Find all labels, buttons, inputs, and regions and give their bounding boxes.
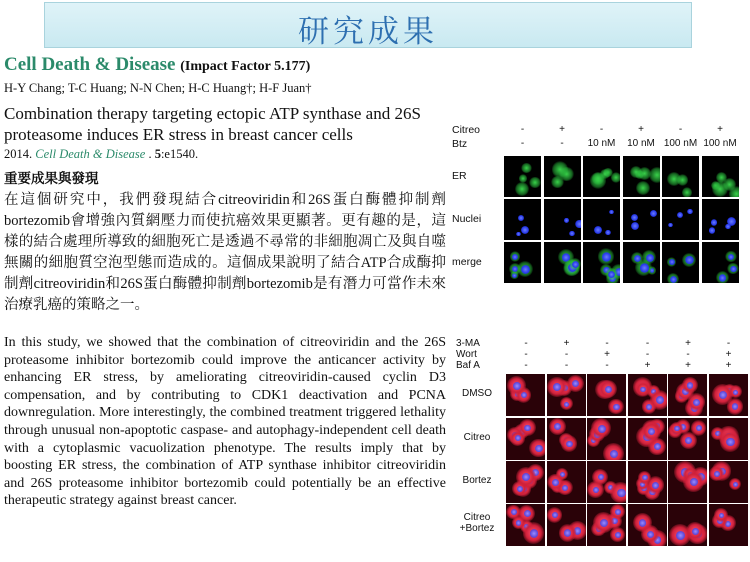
nucleus [714,471,720,477]
figure-b-row-label: Citreo +Bortez [459,512,495,534]
figure-b-header-cell: - [726,338,731,349]
nucleus [530,529,539,538]
citation-article: :e1540. [160,147,199,161]
nucleus [677,212,683,218]
figure-autophagy-inhibitors [448,334,746,560]
nucleus [615,509,621,515]
micrograph-panel [583,156,620,197]
figure-b-header-cell: - [605,338,609,349]
nucleus [516,520,521,525]
micrograph-panel [662,156,699,197]
nucleus [608,271,615,278]
micrograph-panel [587,374,626,416]
nucleus [602,252,611,261]
nucleus [605,386,612,393]
figure-b-header-cell: + [725,349,732,360]
micrograph-panel [662,199,699,240]
micrograph-panel [628,374,667,416]
figure-a-header-cell: - [560,138,564,149]
figure-b-header-cell: - [645,338,650,349]
micrograph-panel [547,504,586,546]
micrograph-panel [587,504,626,546]
nucleus [711,219,717,225]
micrograph-panel [628,504,667,546]
micrograph-panel [504,156,541,197]
nucleus [564,529,571,536]
nucleus [605,230,611,236]
figure-b-header-cell: + [685,360,691,371]
nucleus [566,441,573,448]
nucleus [650,210,657,217]
nucleus [521,265,530,274]
nucleus [554,423,561,430]
figure-a-row-label: merge [452,256,482,268]
micrograph-panel [504,242,541,283]
nucleus [730,266,736,272]
nucleus [521,226,529,234]
figure-a-header-cell: 100 nM [703,138,737,149]
nucleus [725,224,731,230]
nucleus [670,276,677,283]
micrograph-panel [506,461,545,503]
nucleus [513,382,521,390]
figure-a-header-cell: - [599,124,604,135]
figure-b-row-label: DMSO [462,388,492,399]
nucleus [511,509,517,515]
nucleus [669,259,674,264]
nucleus [535,445,542,452]
title-banner [44,2,692,48]
figure-b-header-cell: + [725,360,732,371]
micrograph-panel [668,418,707,460]
micrograph-panel [547,418,586,460]
nucleus [719,274,726,281]
nucleus [690,478,698,486]
figure-a-header-cell: 100 nM [663,138,698,149]
nucleus [512,254,518,260]
citation-volume: 5 [154,147,161,161]
journal-name: Cell Death & Disease [4,54,176,75]
nucleus [693,399,700,406]
micrograph-panel [547,374,586,416]
micrograph-panel [587,418,626,460]
micrograph-panel [668,504,707,546]
micrograph-panel [506,418,545,460]
micrograph-panel [628,461,667,503]
nucleus [631,222,640,231]
micrograph-panel [668,461,707,503]
micrograph-panel [583,242,620,283]
nucleus [687,209,692,214]
figure-b-header-cell: - [524,360,528,371]
figure-b-header-cell: - [605,360,609,371]
micrograph-panel [587,461,626,503]
micrograph-panel [702,156,739,197]
nucleus [518,215,523,220]
micrograph-panel [702,199,739,240]
micrograph-panel [709,418,748,460]
nucleus [685,256,693,264]
nucleus [640,387,645,392]
citation-journal: Cell Death & Disease [35,147,146,161]
micrograph-panel [504,199,541,240]
figure-a-header-label: Btz [452,138,468,150]
figure-b-header-label: 3-MA [456,338,480,349]
micrograph-panel [506,374,545,416]
nucleus [668,223,673,228]
figure-b-row-label: Citreo [463,432,491,443]
er-signal [611,172,620,182]
nucleus [610,450,618,458]
nucleus [572,261,579,268]
micrograph-panel [709,374,748,416]
figure-a-row-label: ER [452,170,467,182]
er-signal [682,187,693,197]
figure-a-header-cell: + [717,124,723,135]
nucleus [564,402,569,407]
micrograph-panel [544,199,581,240]
er-signal [529,177,541,189]
nucleus [617,489,626,498]
micrograph-panel [583,199,620,240]
nucleus [631,214,638,221]
figure-a-header-cell: 10 nM [627,138,655,149]
figure-a-header-cell: 10 nM [587,138,616,149]
figure-b-header-label: Wort [456,349,477,360]
micrograph-panel [547,461,586,503]
nucleus [709,227,716,234]
figure-a-header-cell: + [559,124,565,135]
nucleus [640,263,649,272]
paper-title: Combination therapy targeting ectopic ATP synthase and 26S proteasome induces ER stress in breast cancer cells [4,104,421,144]
nucleus [615,532,621,538]
er-signal [521,163,531,173]
figure-a-row-label: Nuclei [452,213,482,225]
micrograph-panel [709,504,748,546]
micrograph-panel [544,242,581,283]
page-title: 研究成果 [298,14,438,50]
micrograph-panel [623,242,660,283]
journal-line [4,54,310,76]
nucleus [634,255,641,262]
nucleus [692,528,699,535]
figure-er-staining [448,124,746,284]
nucleus [594,226,602,234]
figure-b-row-label: Bortez [462,475,492,486]
nucleus [642,475,647,480]
findings-heading: 重要成果與發現 [4,171,99,187]
figure-b-header-label: Baf A [456,360,480,371]
er-signal [552,161,568,177]
nucleus [516,232,520,236]
micrograph-panel [506,504,545,546]
figure-b-header-cell: - [524,349,528,360]
findings-text-en: In this study, we showed that the combination of citreoviridin and the 26S proteasome inhibitor bortezomib could improve the anticancer activity by enhancing ER stress, by ameliorating citreoviridin-caused cyclin D3 compensation, and by contributing to CDK1 deactivation and PCNA downregulation. More interestingly, the combined treatment triggered lethality through unusual non-apoptotic caspase- and autophagy-independent cell death with a cytoplasmic vacuolization phenotype. The results imply that by boosting ER stress, the combination of ATP synthase inhibitor citreoviridin and 26S proteasome inhibitor bortezomib could potentially be an effective therapeutic strategy against breast cancer. [4,335,446,509]
figure-a-header-label: Citreo [452,124,481,136]
nucleus [517,486,523,492]
micrograph-panel [668,374,707,416]
micrograph-panel [623,199,660,240]
nucleus [719,513,724,518]
figure-b-header-cell: - [564,360,569,371]
figure-a-header-cell: - [678,124,683,135]
figure-b-header-cell: + [644,360,651,371]
nucleus [552,479,559,486]
figure-b-header-cell: - [686,349,690,360]
micrograph-panel [709,461,748,503]
author-list: H-Y Chang; T-C Huang; N-N Chen; H-C Huang†; H-F Juan† [4,81,312,95]
nucleus [726,438,734,446]
nucleus [687,382,693,388]
micrograph-panel [544,156,581,197]
nucleus [646,254,654,262]
findings-text-zh: 在這個研究中，我們發現結合citreoviridin和26S蛋白酶體抑制劑bortezomib會增強內質網壓力而使抗癌效果更顯著。更有趣的是，這樣的結合處理所導致的細胞死亡是透過不尋常的非細胞凋亡及與自噬無關的細胞質空泡型態而造成的。這個成果說明了結合ATP合成酶抑制劑citreoviridin和26S蛋白酶體抑制劑bortezomib是有潛力可當作未來治療乳癌的策略之一。 [4,192,446,313]
figure-b-header-cell: + [604,349,610,360]
figure-b-header-cell: - [645,349,650,360]
nucleus [575,220,580,229]
micrograph-panel [662,242,699,283]
er-signal [600,169,609,178]
nucleus [564,218,569,223]
nucleus [609,210,614,215]
er-signal [515,182,529,196]
nucleus [676,531,685,540]
nucleus [647,531,654,538]
citation [4,147,198,162]
nucleus [598,425,606,433]
nucleus [569,231,575,237]
citation-year: 2014. [4,147,33,161]
figure-a-header-cell: - [520,138,525,149]
figure-b-header-cell: - [564,349,569,360]
figure-a-header-cell: + [638,124,644,135]
figure-a-header-cell: - [520,124,525,135]
micrograph-panel [628,418,667,460]
nucleus [674,426,679,431]
figure-b-header-cell: - [524,338,528,349]
figure-b-header-cell: + [563,338,570,349]
micrograph-panel [702,242,739,283]
er-signal [636,181,650,195]
er-signal [677,174,689,186]
impact-factor: (Impact Factor 5.177) [180,59,311,74]
nucleus [733,482,738,487]
nucleus [613,404,619,410]
citation-separator: . [148,147,152,161]
micrograph-panel [623,156,660,197]
figure-b-header-cell: + [685,338,691,349]
